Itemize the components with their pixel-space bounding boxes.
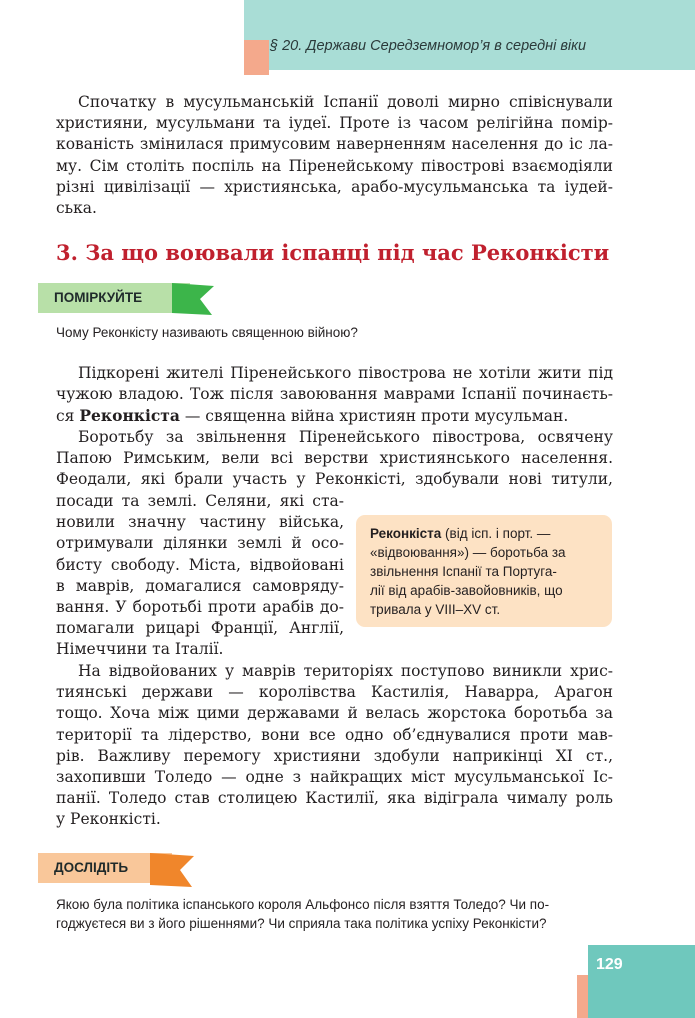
text-line: кованість змінилася примусовим наверненням населення до іс ла- bbox=[56, 135, 613, 154]
text-line: християни, мусульмани та іудеї. Проте із часом релігійна помір- bbox=[56, 114, 613, 133]
running-header-title: § 20. Держави Середземномор’я в середні віки bbox=[270, 38, 587, 54]
text-line: На відвойованих у маврів територіях поступово виникли хрис- bbox=[78, 662, 613, 680]
text-line: посади та землі. Селяни, які ста- bbox=[56, 492, 344, 510]
think-flag-icon bbox=[172, 283, 216, 317]
text-line: рів. Важливу перемогу християни здобули наприкінці XI ст., bbox=[56, 746, 613, 765]
paragraph-christian-states bbox=[56, 661, 613, 831]
text-line: Якою була політика іспанського короля Альфонсо після взяття Толедо? Чи по- bbox=[56, 897, 550, 912]
text-line bbox=[56, 405, 613, 426]
text-line: панії. Толедо став столицею Кастилії, яка відіграла чималу роль bbox=[56, 789, 613, 808]
text-fragment: ся bbox=[56, 407, 80, 426]
text-line: тиянські держави — королівства Кастилія, Наварра, Арагон bbox=[56, 683, 613, 702]
research-label: ДОСЛІДІТЬ bbox=[38, 853, 172, 883]
definition-term: Реконкіста bbox=[370, 526, 442, 541]
key-term: Реконкіста bbox=[79, 406, 180, 426]
text-line: тривала у VIII–XV ст. bbox=[370, 602, 501, 617]
text-fragment: — священна війна християн проти мусульман. bbox=[179, 407, 569, 426]
text-line: бисту свободу. Міста, відвойовані bbox=[56, 555, 344, 574]
page-number: 129 bbox=[596, 956, 623, 973]
text-line: годжуєтеся ви з його рішеннями? Чи сприяла така політика успіху Реконкісти? bbox=[56, 916, 547, 931]
text-line: території та лідерство, вони все одно об’єднувалися проти мав- bbox=[56, 725, 613, 744]
text-fragment: (від ісп. і порт. — bbox=[441, 526, 551, 541]
text-line: Спочатку в мусульманській Іспанії доволі мирно співіснували bbox=[78, 93, 613, 111]
text-line: Боротьбу за звільнення Піренейського півострова, освячену bbox=[78, 428, 613, 446]
text-line: звільнення Іспанії та Португа- bbox=[370, 564, 557, 579]
think-label: ПОМІРКУЙТЕ bbox=[38, 283, 190, 313]
header-accent bbox=[244, 40, 269, 75]
text-line: Папою Римським, вели всі верстви християнського населення. bbox=[56, 449, 613, 468]
text-line: у Реконкісті. bbox=[56, 810, 161, 829]
text-line: новили значну частину війська, bbox=[56, 513, 344, 532]
text-line: Німеччини та Італії. bbox=[56, 640, 224, 659]
text-line: Підкорені жителі Піренейського півострова не хотіли жити під bbox=[78, 364, 613, 382]
paragraph-struggle-narrow bbox=[56, 491, 344, 661]
text-line: в маврів, домагалися самовряду- bbox=[56, 576, 344, 595]
text-line: чужою владою. Тож після завоювання маврами Іспанії починаєть- bbox=[56, 385, 613, 404]
research-flag-icon bbox=[150, 853, 196, 889]
text-line: вання. У боротьбі проти арабів до- bbox=[56, 597, 344, 616]
text-line: отримували ділянки землі й осо- bbox=[56, 534, 344, 553]
header-band bbox=[244, 0, 695, 70]
text-line: «відвоювання») — боротьба за bbox=[370, 545, 566, 560]
section-title: 3. За що воювали іспанці під час Реконкісти bbox=[56, 240, 610, 265]
text-line: Феодали, які брали участь у Реконкісті, здобували нові титули, bbox=[56, 470, 613, 489]
text-line: захопивши Толедо — одне з найкращих міст мусульманської Іс- bbox=[56, 767, 613, 786]
text-line: му. Сім століть поспіль на Піренейському півострові взаємодіяли bbox=[56, 156, 613, 175]
text-line: ська. bbox=[56, 198, 97, 217]
intro-paragraph bbox=[56, 92, 613, 219]
think-question: Чому Реконкісту називають священною війною? bbox=[56, 325, 358, 340]
paragraph-reconquista-intro bbox=[56, 363, 613, 427]
text-line: лії від арабів-завойовників, що bbox=[370, 583, 563, 598]
text-line: помагали рицарі Франції, Англії, bbox=[56, 619, 344, 638]
text-line bbox=[370, 524, 604, 543]
text-line: тощо. Хоча між цими державами й велась жорстока боротьба за bbox=[56, 704, 613, 723]
definition-text bbox=[370, 524, 604, 619]
text-line: різні цивілізації — християнська, арабо-мусульманська та іудей- bbox=[56, 177, 613, 196]
paragraph-struggle bbox=[56, 427, 613, 491]
page-number-accent bbox=[577, 975, 588, 1018]
research-question bbox=[56, 895, 616, 933]
